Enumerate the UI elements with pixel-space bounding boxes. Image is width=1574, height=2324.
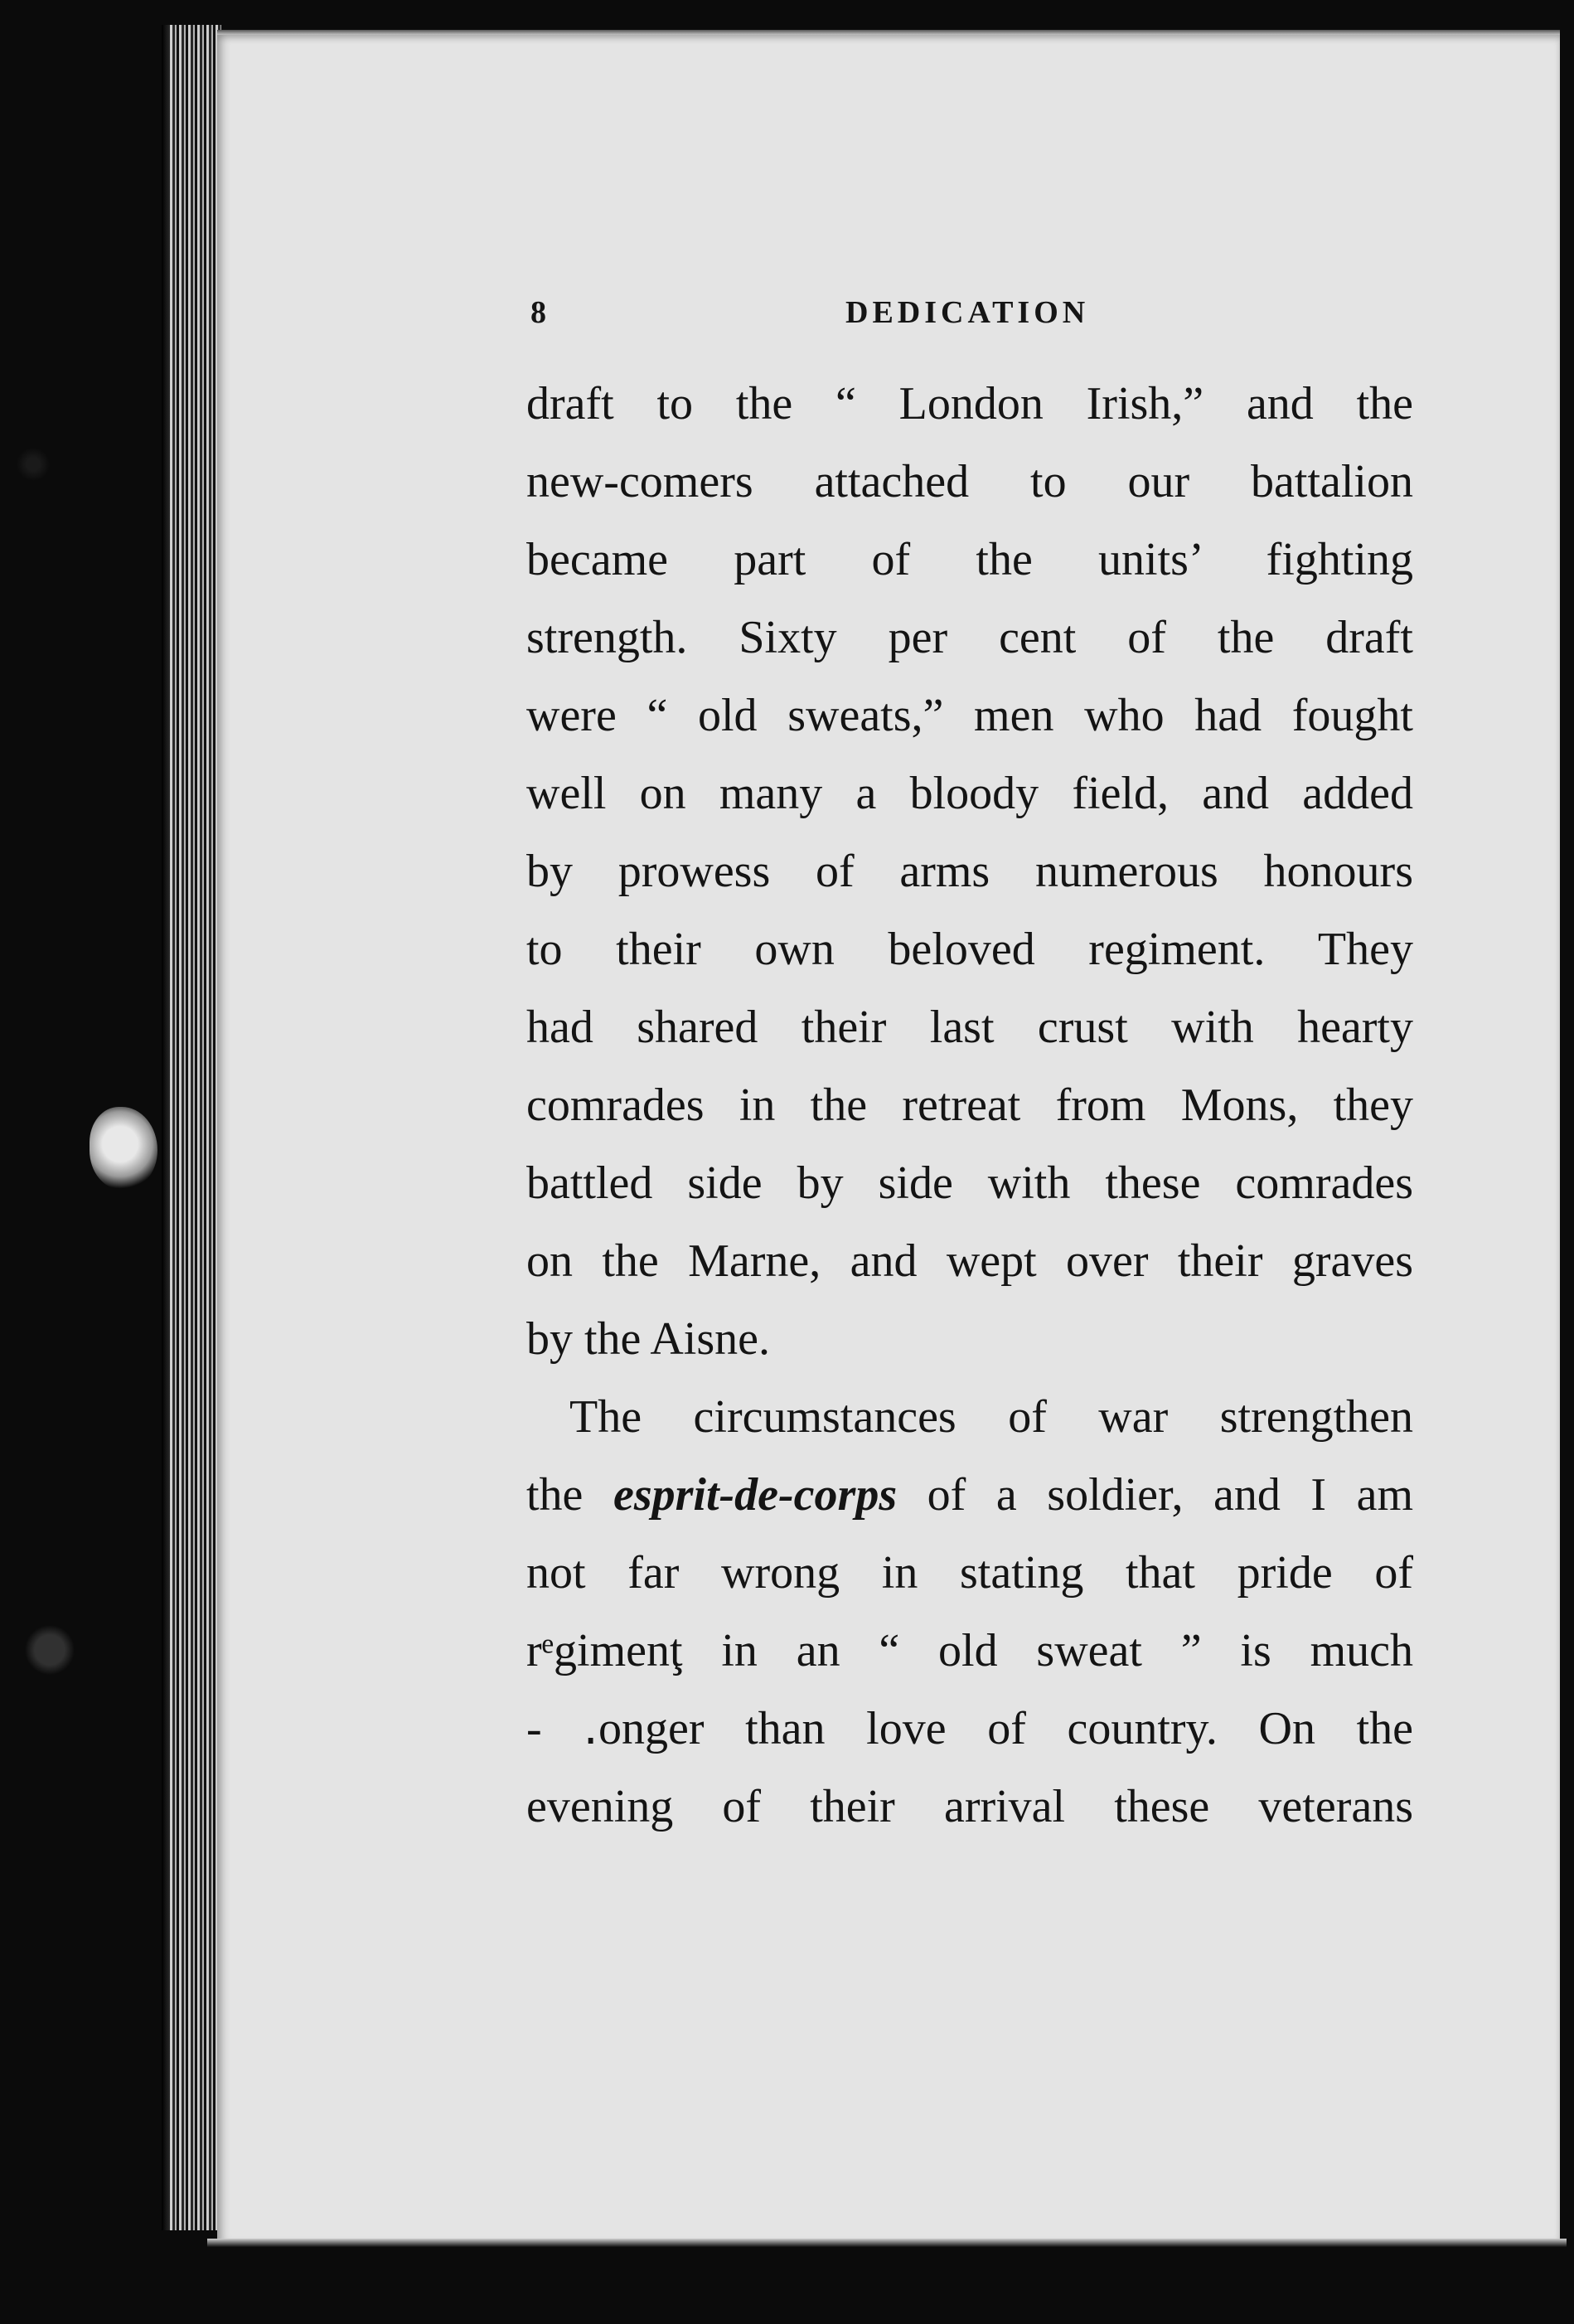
chapter-title: DEDICATION <box>845 295 1090 330</box>
text-line: strength. Sixty per cent of the draft <box>526 612 1413 663</box>
text-line: The circumstances of war strengthen <box>569 1391 1413 1443</box>
text-line: to their own beloved regiment. They <box>526 924 1413 975</box>
text-line: rᵉgimenţ in an “ old sweat ” is much <box>526 1625 1413 1676</box>
text-fragment: the <box>526 1469 613 1521</box>
text-line: - ․onger than love of country. On the <box>526 1703 1413 1754</box>
text-line: comrades in the retreat from Mons, they <box>526 1080 1413 1131</box>
page-edge-stack <box>170 25 221 2230</box>
binding-speck <box>90 1107 157 1190</box>
page-number: 8 <box>530 295 546 330</box>
text-line-with-italic <box>526 1456 1413 1534</box>
text-line: draft to the “ London Irish,” and the <box>526 378 1413 429</box>
text-fragment: of a soldier, and I am <box>897 1469 1413 1521</box>
text-line: by prowess of arms numerous honours <box>526 846 1413 897</box>
text-line: by the Aisne. <box>526 1313 770 1365</box>
text-line: not far wrong in stating that pride of <box>526 1547 1413 1599</box>
text-line: battled side by side with these comrades <box>526 1157 1413 1209</box>
body-text <box>526 365 1413 1846</box>
running-head <box>530 294 1111 336</box>
italic-phrase: esprit-de-corps <box>613 1469 898 1521</box>
text-line: evening of their arrival these veterans <box>526 1781 1413 1832</box>
text-line: well on many a bloody field, and added <box>526 768 1413 819</box>
text-line: became part of the units’ fighting <box>526 534 1413 585</box>
text-line: had shared their last crust with hearty <box>526 1002 1413 1053</box>
text-line: were “ old sweats,” men who had fought <box>526 690 1413 741</box>
text-line: on the Marne, and wept over their graves <box>526 1235 1413 1287</box>
text-line: new-comers attached to our battalion <box>526 456 1413 507</box>
page-bottom-edge <box>207 2239 1567 2247</box>
